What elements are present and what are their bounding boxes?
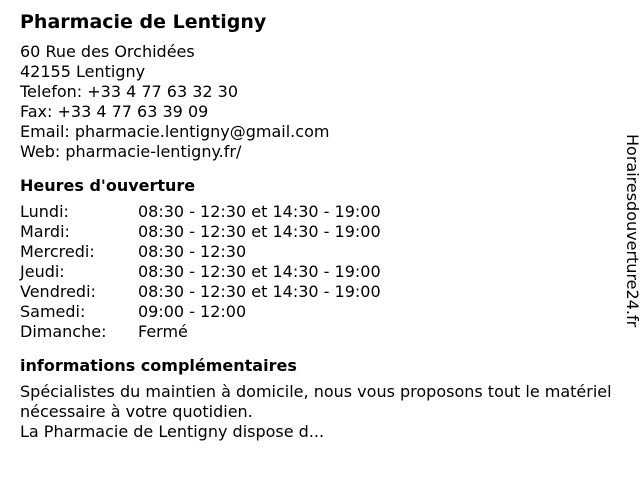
address-line2: 42155 Lentigny — [20, 62, 146, 81]
info-description: Spécialistes du maintien à domicile, nous vous proposons tout le matériel nécessaire à votre quotidien. — [20, 382, 612, 421]
source-watermark: Horairesdouverture24.fr — [623, 134, 642, 328]
fax-number: Fax: +33 4 77 63 39 09 — [20, 102, 209, 121]
day-label: Lundi: — [20, 202, 69, 221]
hours-row-thursday — [20, 262, 620, 282]
pharmacy-card — [20, 10, 620, 442]
time-range: 08:30 - 12:30 et 14:30 - 19:00 — [138, 202, 381, 221]
hours-row-tuesday — [20, 222, 620, 242]
phone-number: Telefon: +33 4 77 63 32 30 — [20, 82, 239, 101]
time-range: Fermé — [138, 322, 188, 341]
day-label: Mercredi: — [20, 242, 95, 261]
hours-table — [20, 202, 620, 342]
day-label: Vendredi: — [20, 282, 96, 301]
day-label: Jeudi: — [20, 262, 65, 281]
hours-row-saturday — [20, 302, 620, 322]
hours-heading: Heures d'ouverture — [20, 176, 196, 195]
pharmacy-name: Pharmacie de Lentigny — [20, 11, 267, 33]
info-heading: informations complémentaires — [20, 356, 297, 375]
time-range: 09:00 - 12:00 — [138, 302, 247, 321]
hours-row-friday — [20, 282, 620, 302]
address-line1: 60 Rue des Orchidées — [20, 42, 195, 61]
day-label: Dimanche: — [20, 322, 107, 341]
time-range: 08:30 - 12:30 et 14:30 - 19:00 — [138, 222, 381, 241]
time-range: 08:30 - 12:30 et 14:30 - 19:00 — [138, 282, 381, 301]
hours-row-wednesday — [20, 242, 620, 262]
website: Web: pharmacie-lentigny.fr/ — [20, 142, 242, 161]
day-label: Mardi: — [20, 222, 70, 241]
email-address: Email: pharmacie.lentigny@gmail.com — [20, 122, 330, 141]
hours-row-sunday — [20, 322, 620, 342]
time-range: 08:30 - 12:30 et 14:30 - 19:00 — [138, 262, 381, 281]
hours-row-monday — [20, 202, 620, 222]
day-label: Samedi: — [20, 302, 86, 321]
info-description-more: La Pharmacie de Lentigny dispose d... — [20, 422, 325, 441]
time-range: 08:30 - 12:30 — [138, 242, 247, 261]
